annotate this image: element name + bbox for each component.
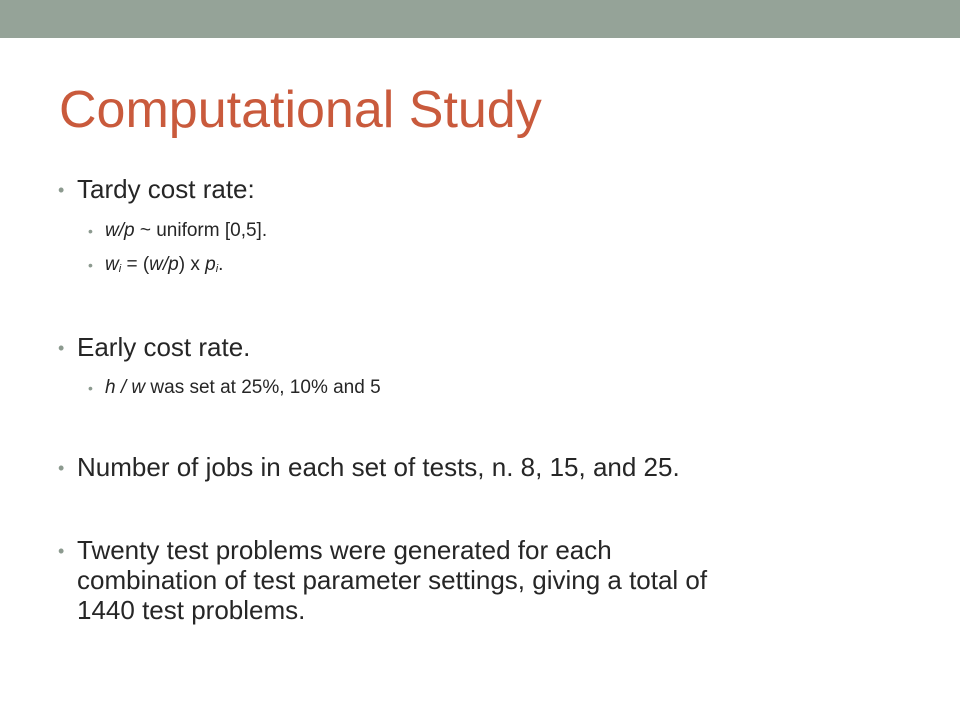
formula-eq: = (	[121, 254, 150, 275]
bullet-twenty-test-problems	[77, 535, 917, 625]
sub-bullet-text	[105, 376, 381, 400]
subscript-i: i	[118, 263, 122, 275]
bullet-dot-icon: •	[88, 223, 93, 239]
bullet-dot-icon: •	[58, 541, 65, 561]
bullet-dot-icon: •	[88, 257, 93, 273]
formula-end: .	[218, 254, 224, 275]
var-wp: w/p	[105, 220, 135, 241]
sub-bullet-text	[105, 219, 267, 243]
bullet-text: Early cost rate.	[77, 332, 251, 362]
var-w: w	[105, 254, 119, 275]
var-p: p	[205, 254, 216, 275]
top-accent-bar	[0, 0, 960, 38]
paragraph-line: Twenty test problems were generated for each	[77, 535, 612, 565]
sub-bullet-rest: ~ uniform [0,5].	[134, 220, 268, 241]
paragraph-line: 1440 test problems.	[77, 595, 306, 625]
subscript-i: i	[215, 263, 219, 275]
paragraph-line: combination of test parameter settings, giving a total of	[77, 565, 708, 595]
bullet-dot-icon: •	[58, 180, 65, 200]
bullet-dot-icon: •	[58, 458, 65, 478]
formula-mid: ) x	[178, 254, 206, 275]
var-hw: h / w	[105, 377, 146, 398]
slide-title: Computational Study	[59, 81, 542, 139]
bullet-dot-icon: •	[88, 380, 93, 396]
bullet-dot-icon: •	[58, 338, 65, 358]
var-wp: w/p	[149, 254, 179, 275]
bullet-text: Tardy cost rate:	[77, 174, 255, 204]
sub-bullet-rest: was set at 25%, 10% and 5	[145, 377, 381, 398]
sub-bullet-text	[105, 253, 223, 281]
bullet-text: Number of jobs in each set of tests, n. 8, 15, and 25.	[77, 452, 680, 482]
